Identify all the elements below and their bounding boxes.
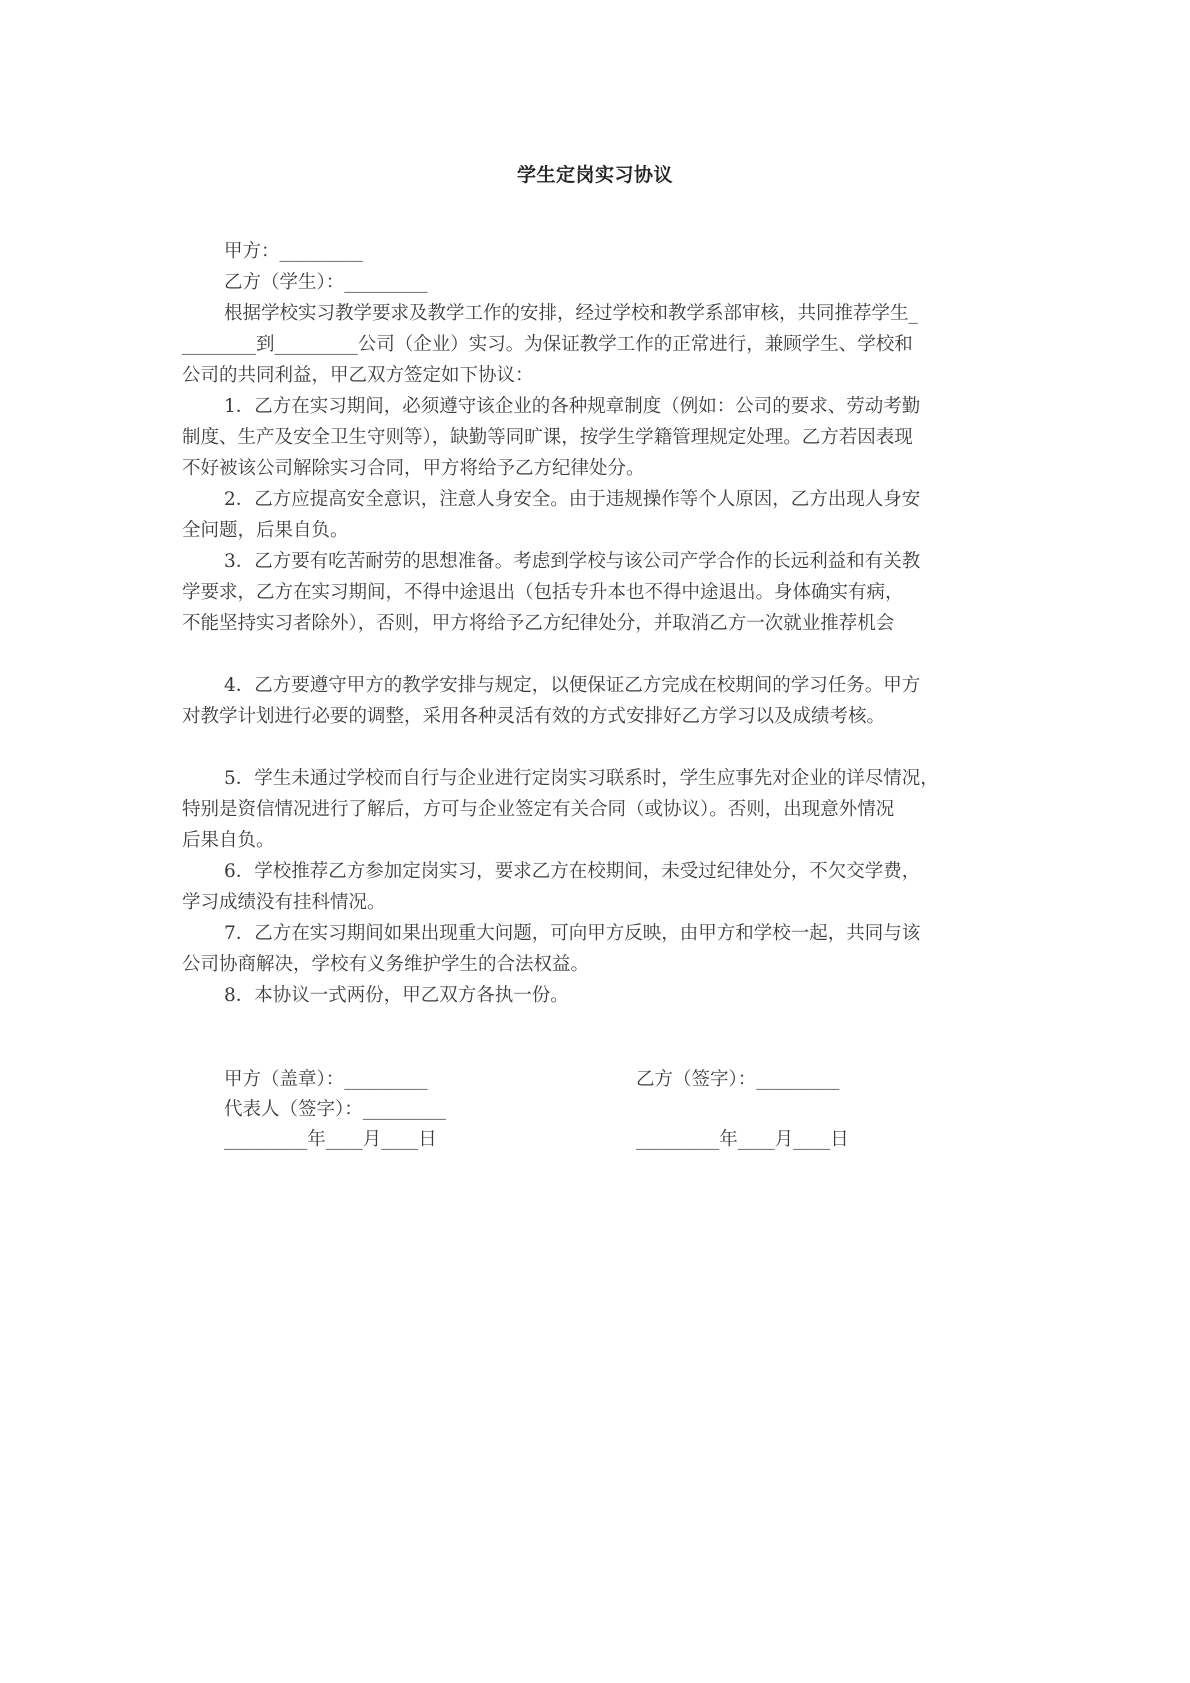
party-b-signature-field: 乙方（签字）：_________: [636, 1069, 840, 1090]
clause-6-line: 学习成绩没有挂科情况。: [182, 892, 386, 913]
clause-5-line: 后果自负。: [182, 830, 275, 851]
clause-3-line: 3．乙方要有吃苦耐劳的思想准备。考虑到学校与该公司产学合作的长远利益和有关教: [224, 551, 921, 572]
intro-line: 公司的共同利益，甲乙双方签定如下协议：: [182, 365, 534, 386]
clause-7-line: 公司协商解决，学校有义务维护学生的合法权益。: [182, 954, 590, 975]
clause-8-line: 8．本协议一式两份，甲乙双方各执一份。: [224, 985, 569, 1006]
clause-5-line: 5．学生未通过学校而自行与企业进行定岗实习联系时，学生应事先对企业的详尽情况，: [224, 768, 939, 789]
blank-line: [182, 732, 1012, 763]
clause-6-line: 6．学校推荐乙方参加定岗实习，要求乙方在校期间，未受过纪律处分，不欠交学费，: [224, 861, 921, 882]
representative-signature-field: 代表人（签字）：_________: [224, 1099, 447, 1120]
intro-line: 根据学校实习教学要求及教学工作的安排，经过学校和教学系部审核，共同推荐学生_: [224, 303, 918, 324]
party-a-seal-field: 甲方（盖章）：_________: [224, 1069, 428, 1090]
blank-line: [182, 639, 1012, 670]
party-b-date-field: _________年____月____日: [636, 1129, 849, 1150]
document-body: [182, 236, 1012, 1011]
clause-7-line: 7．乙方在实习期间如果出现重大问题，可向甲方反映，由甲方和学校一起，共同与该: [224, 923, 921, 944]
clause-5-line: 特别是资信情况进行了解后，方可与企业签定有关合同（或协议）。否则，出现意外情况: [182, 799, 895, 820]
party-a-date-field: _________年____月____日: [224, 1129, 437, 1150]
clause-1-line: 1．乙方在实习期间，必须遵守该企业的各种规章制度（例如：公司的要求、劳动考勤: [224, 396, 921, 417]
clause-1-line: 不好被该公司解除实习合同，甲方将给予乙方纪律处分。: [182, 458, 645, 479]
party-a-field: 甲方：_________: [224, 241, 363, 262]
clause-2-line: 2．乙方应提高安全意识，注意人身安全。由于违规操作等个人原因，乙方出现人身安: [224, 489, 921, 510]
clause-3-line: 学要求，乙方在实习期间，不得中途退出（包括专升本也不得中途退出。身体确实有病，: [182, 582, 904, 603]
clause-4-line: 对教学计划进行必要的调整，采用各种灵活有效的方式安排好乙方学习以及成绩考核。: [182, 706, 886, 727]
clause-2-line: 全问题，后果自负。: [182, 520, 349, 541]
intro-line: ________到_________公司（企业）实习。为保证教学工作的正常进行，兼顾学生、学校和: [182, 334, 913, 355]
party-b-field: 乙方（学生）：_________: [224, 272, 428, 293]
clause-3-line: 不能坚持实习者除外），否则，甲方将给予乙方纪律处分，并取消乙方一次就业推荐机会: [182, 613, 895, 634]
document-title: 学生定岗实习协议: [516, 164, 673, 186]
clause-1-line: 制度、生产及安全卫生守则等），缺勤等同旷课，按学生学籍管理规定处理。乙方若因表现: [182, 427, 913, 448]
clause-4-line: 4．乙方要遵守甲方的教学安排与规定，以便保证乙方完成在校期间的学习任务。甲方: [224, 675, 921, 696]
